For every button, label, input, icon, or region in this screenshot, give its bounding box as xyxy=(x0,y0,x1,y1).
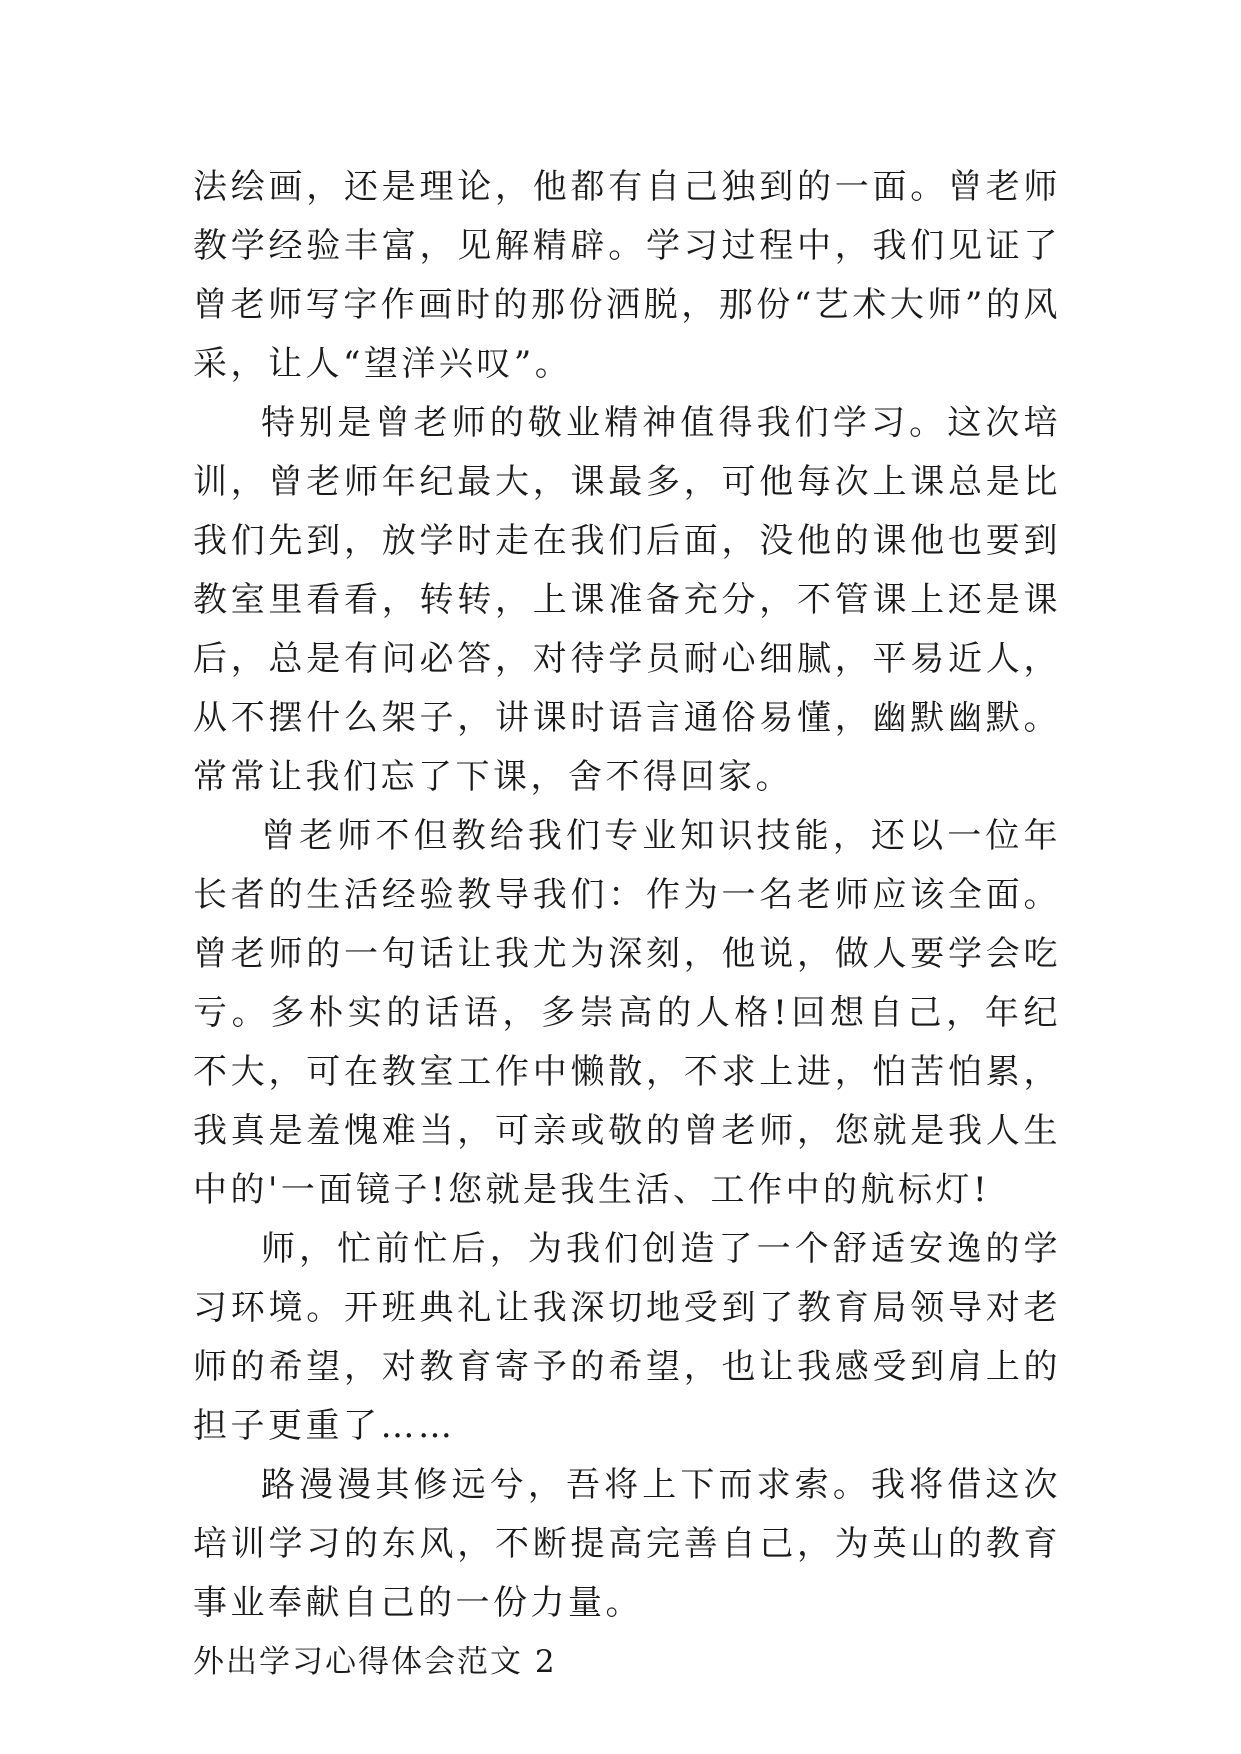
section-heading: 外出学习心得体会范文 2 xyxy=(193,1644,557,1680)
paragraph-1: 法绘画，还是理论，他都有自己独到的一面。曾老师教学经验丰富，见解精辟。学习过程中，我们见证了曾老师写字作画时的那份洒脱，那份“艺术大师”的风采，让人“望洋兴叹”。 xyxy=(193,167,1061,384)
paragraph-5: 路漫漫其修远兮，吾将上下而求索。我将借这次培训学习的东风，不断提高完善自己，为英山的教育事业奉献自己的一份力量。 xyxy=(193,1465,1061,1623)
paragraph-4: 师，忙前忙后，为我们创造了一个舒适安逸的学习环境。开班典礼让我深切地受到了教育局领导对老师的希望，对教育寄予的希望，也让我感受到肩上的担子更重了…… xyxy=(193,1229,1061,1446)
document-body xyxy=(193,158,1061,1692)
paragraph-3: 曾老师不但教给我们专业知识技能，还以一位年长者的生活经验教导我们：作为一名老师应该全面。曾老师的一句话让我尤为深刻，他说，做人要学会吃亏。多朴实的话语，多崇高的人格!回想自己，年纪不大，可在教室工作中懒散，不求上进，怕苦怕累，我真是羞愧难当，可亲或敬的曾老师，您就是我人生中的'一面镜子!您就是我生活、工作中的航标灯! xyxy=(193,816,1061,1210)
paragraph-2: 特别是曾老师的敬业精神值得我们学习。这次培训，曾老师年纪最大，课最多，可他每次上课总是比我们先到，放学时走在我们后面，没他的课他也要到教室里看看，转转，上课准备充分，不管课上还是课后，总是有问必答，对待学员耐心细腻，平易近人，从不摆什么架子，讲课时语言通俗易懂，幽默幽默。常常让我们忘了下课，舍不得回家。 xyxy=(193,403,1061,797)
